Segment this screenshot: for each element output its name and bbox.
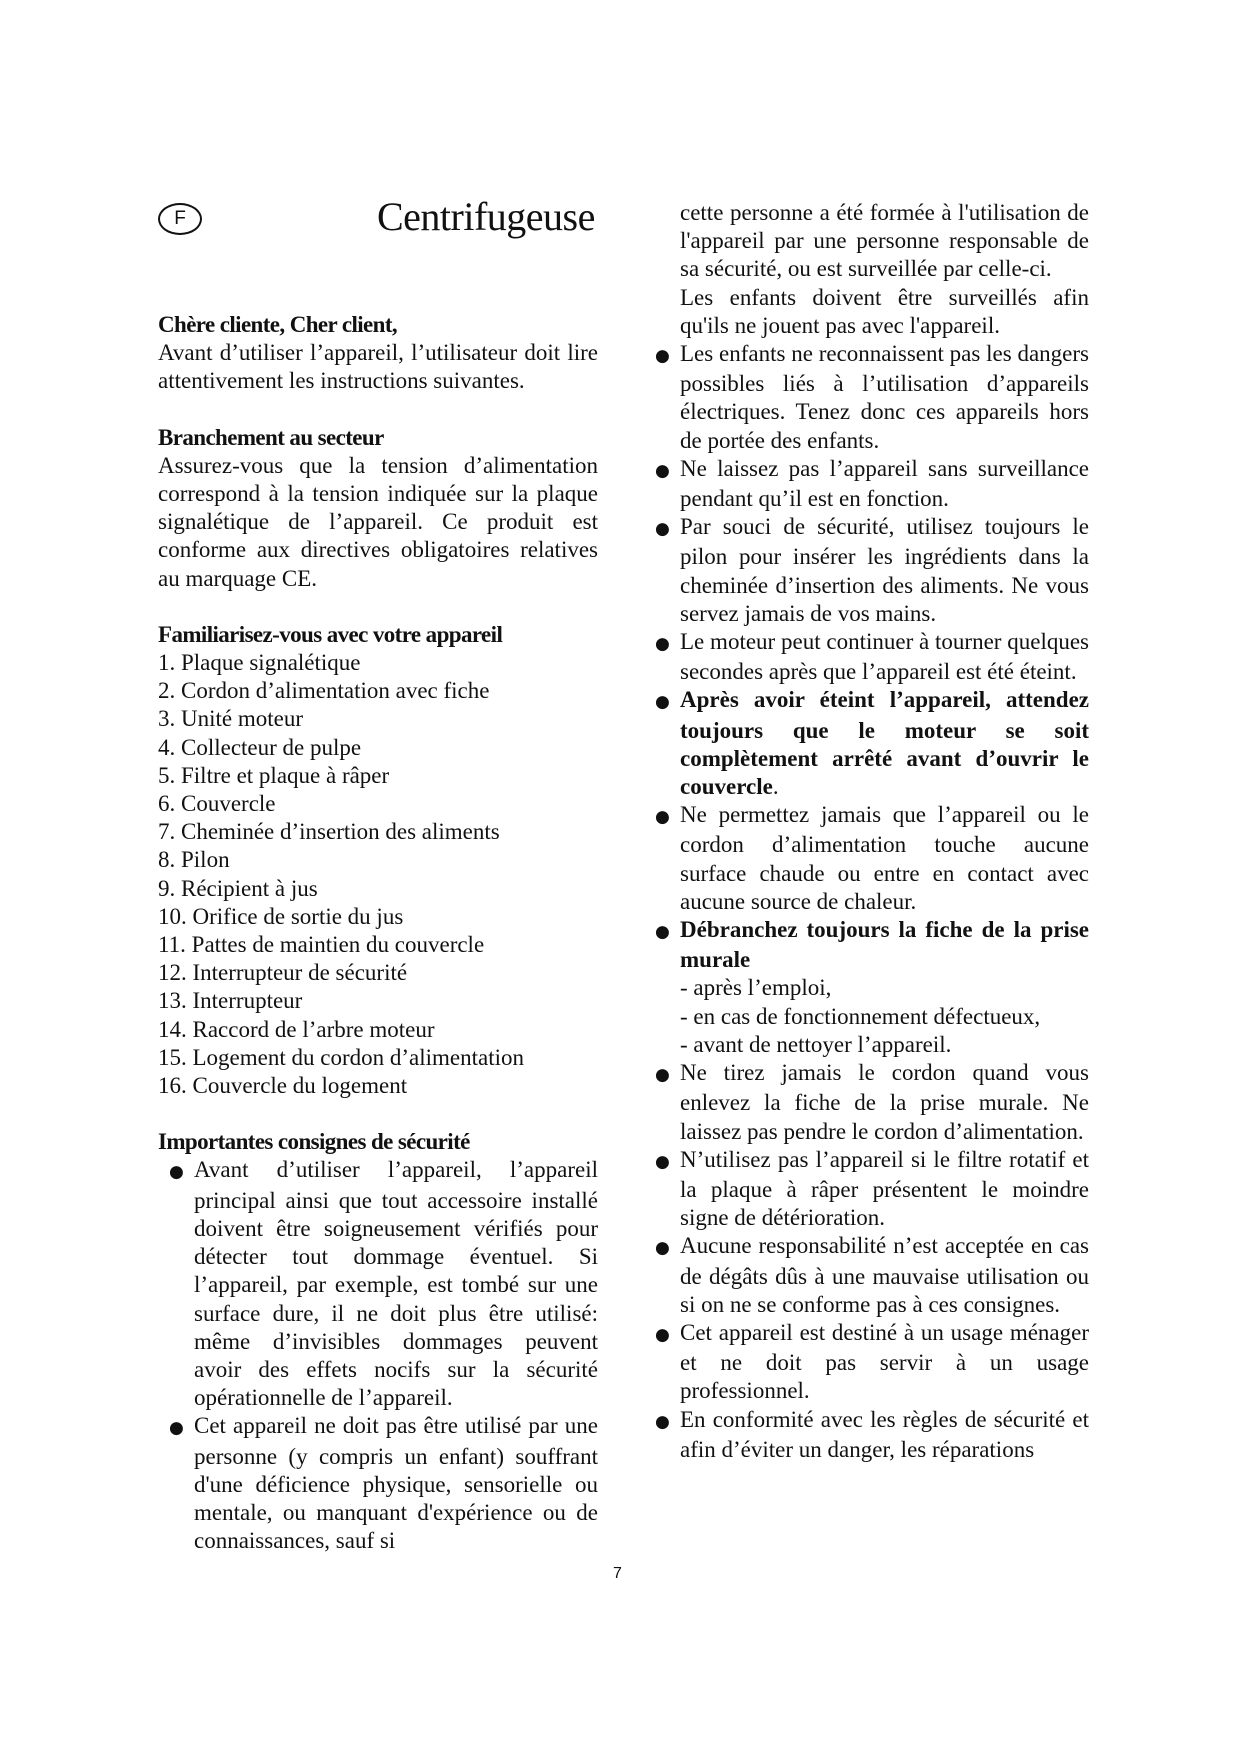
greeting-heading: Chère cliente, Cher client,: [158, 312, 398, 337]
page-title: Centrifugeuse: [377, 194, 595, 239]
parts-item: 16. Couvercle du logement: [158, 1073, 408, 1099]
left-column: [158, 311, 598, 1555]
safety-bullet: ● Le moteur peut continuer à tourner quelques secondes après que l’appareil est été éteint.: [644, 628, 1089, 686]
bold-warning: Après avoir éteint l’appareil, attendez toujours que le moteur se soit complètement arrêté avant d’ouvrir le couvercle: [680, 687, 1089, 800]
parts-item: 2. Cordon d’alimentation avec fiche: [158, 678, 490, 704]
safety-bullet: ● Aucune responsabilité n’est acceptée en cas de dégâts dûs à une mauvaise utilisation ou si on ne se conforme pas à ces consignes.: [644, 1232, 1089, 1319]
parts-item: 4. Collecteur de pulpe: [158, 734, 362, 760]
parts-item: 15. Logement du cordon d’alimentation: [158, 1044, 524, 1070]
safety-bullet-continuation: cette personne a été formée à l'utilisation de l'appareil par une personne responsable de sa sécurité, ou est surveillée par celle-ci.: [680, 200, 1089, 282]
safety-bullet: ● Par souci de sécurité, utilisez toujours le pilon pour insérer les ingrédients dans la cheminée d’insertion des aliments. Ne vous servez jamais de vos mains.: [644, 513, 1089, 628]
parts-item: 13. Interrupteur: [158, 988, 303, 1014]
unplug-case: - avant de nettoyer l’appareil.: [680, 1031, 952, 1057]
safety-bullet: ● Les enfants ne reconnaissent pas les dangers possibles liés à l’utilisation d’appareils électriques. Tenez donc ces appareils hors de portée des enfants.: [644, 340, 1089, 455]
right-column: [644, 199, 1089, 1464]
parts-item: 5. Filtre et plaque à râper: [158, 762, 390, 788]
parts-item: 3. Unité moteur: [158, 706, 303, 732]
parts-item: 6. Couvercle: [158, 791, 276, 817]
parts-item: 8. Pilon: [158, 847, 230, 873]
mains-heading: Branchement au secteur: [158, 424, 384, 450]
parts-item: 14. Raccord de l’arbre moteur: [158, 1016, 435, 1042]
safety-bullet: ● Avant d’utiliser l’appareil, l’appareil principal ainsi que tout accessoire installé doivent être soigneusement vérifiés pour détecter tout dommage éventuel. Si l’appareil, par exemple, est tombé sur une surface dure, il ne doit plus être utilisé: même d’invisibles dommages peuvent avoir des effets nocifs sur la sécurité opérationnelle de l’appareil.: [158, 1156, 598, 1412]
unplug-case: - après l’emploi,: [680, 975, 832, 1001]
greeting-text: Avant d’utiliser l’appareil, l’utilisateur doit lire attentivement les instructions suivantes.: [158, 340, 598, 394]
safety-bullet-continuation: Les enfants doivent être surveillés afin qu'ils ne jouent pas avec l'appareil.: [680, 284, 1089, 338]
parts-item: 12. Interrupteur de sécurité: [158, 960, 408, 986]
safety-bullet: ● Cet appareil ne doit pas être utilisé par une personne (y compris un enfant) souffrant d'une déficience physique, sensorielle ou mentale, ou manquant d'expérience ou de connaissances, sauf si: [158, 1412, 598, 1555]
safety-bullet: ● Ne laissez pas l’appareil sans surveillance pendant qu’il est en fonction.: [644, 455, 1089, 513]
safety-bullet: ● Ne tirez jamais le cordon quand vous enlevez la fiche de la prise murale. Ne laissez pas pendre le cordon d’alimentation.: [644, 1059, 1089, 1146]
parts-list: [158, 649, 598, 1100]
parts-item: 1. Plaque signalétique: [158, 650, 361, 676]
parts-heading: Familiarisez-vous avec votre appareil: [158, 621, 503, 647]
safety-bullet-bold: [644, 686, 1089, 801]
mains-text: Assurez-vous que la tension d’alimentation correspond à la tension indiquée sur la plaque signalétique de l’appareil. Ce produit est conforme aux directives obligatoires relatives au marquage CE.: [158, 452, 598, 591]
parts-item: 7. Cheminée d’insertion des aliments: [158, 819, 500, 845]
language-badge: F: [158, 203, 202, 235]
parts-item: 10. Orifice de sortie du jus: [158, 903, 404, 929]
parts-item: 9. Récipient à jus: [158, 875, 318, 901]
safety-bullet: ● Ne permettez jamais que l’appareil ou le cordon d’alimentation touche aucune surface chaude ou entre en contact avec aucune source de chaleur.: [644, 801, 1089, 916]
safety-bullet: ● N’utilisez pas l’appareil si le filtre rotatif et la plaque à râper présentent le moindre signe de détérioration.: [644, 1146, 1089, 1233]
page-number: 7: [613, 1565, 622, 1582]
safety-bullet: ● Cet appareil est destiné à un usage ménager et ne doit pas servir à un usage professionnel.: [644, 1319, 1089, 1406]
parts-item: 11. Pattes de maintien du couvercle: [158, 932, 485, 958]
safety-bullet-bold: ● Débranchez toujours la fiche de la prise murale: [644, 916, 1089, 974]
unplug-case: - en cas de fonctionnement défectueux,: [680, 1003, 1041, 1029]
safety-heading: Importantes consignes de sécurité: [158, 1129, 470, 1155]
safety-bullet: ● En conformité avec les règles de sécurité et afin d’éviter un danger, les réparations: [644, 1406, 1089, 1464]
warning-end: .: [772, 774, 779, 800]
